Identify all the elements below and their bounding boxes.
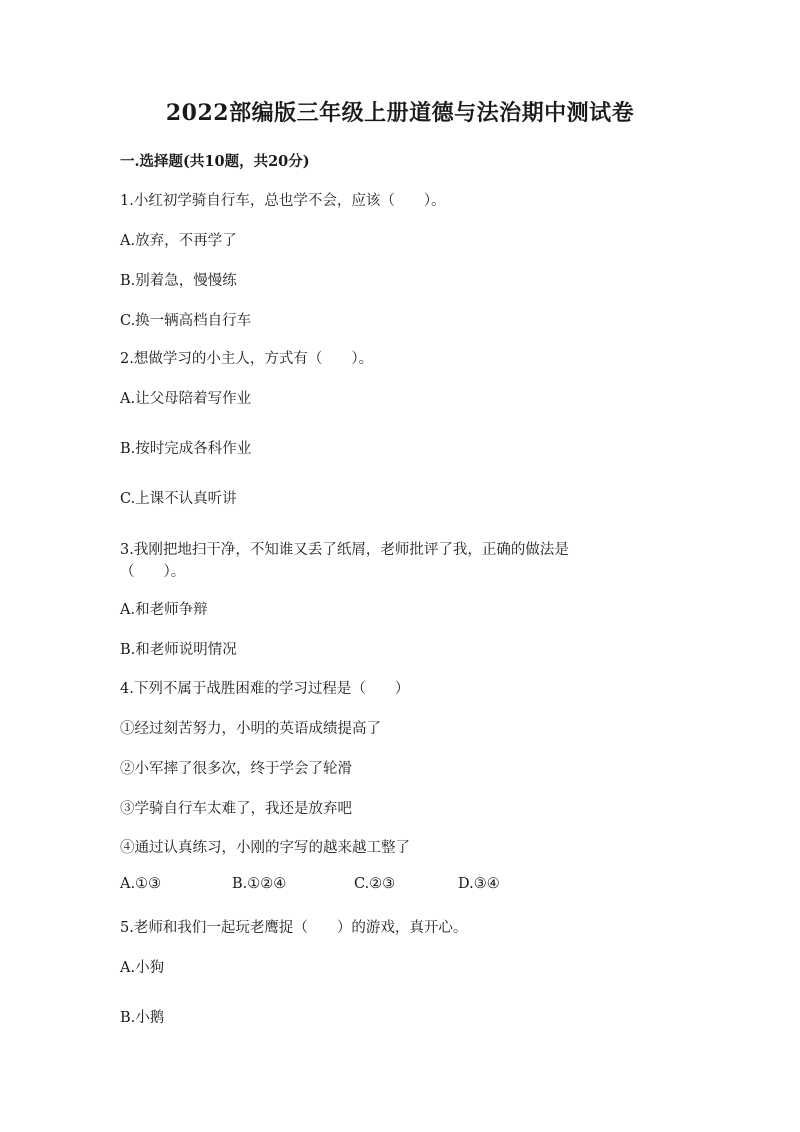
question-5-stem: 5.老师和我们一起玩老鹰捉（ ）的游戏，真开心。 [120,920,468,936]
section-heading: 一.选择题(共10题，共20分) [120,153,310,170]
question-3-option-a: A.和老师争辩 [120,602,208,618]
question-3-stem-line1: 3.我刚把地扫干净，不知谁又丢了纸屑，老师批评了我，正确的做法是 [120,542,569,558]
question-5-option-b: B.小鹅 [120,1010,165,1026]
question-2-option-c: C.上课不认真听讲 [120,491,237,507]
question-5-option-a: A.小狗 [120,960,165,976]
question-2-stem: 2.想做学习的小主人，方式有（ ）。 [120,351,374,367]
question-4-option-b: B.①②④ [232,876,287,892]
question-4-stem: 4.下列不属于战胜困难的学习过程是（ ） [120,681,410,697]
question-2-option-b: B.按时完成各科作业 [120,441,252,457]
question-4-item-2: ②小军摔了很多次，终于学会了轮滑 [120,761,352,777]
question-4-options [120,876,720,896]
question-3-option-b: B.和老师说明情况 [120,642,237,658]
question-4-option-c: C.②③ [354,876,396,892]
question-1-option-c: C.换一辆高档自行车 [120,313,252,329]
question-4-item-1: ①经过刻苦努力，小明的英语成绩提高了 [120,721,381,737]
question-3-stem-line2: （ ）。 [120,564,186,580]
question-4-option-a: A.①③ [120,876,162,892]
question-1-stem: 1.小红初学骑自行车，总也学不会，应该（ ）。 [120,193,446,209]
question-4-item-4: ④通过认真练习，小刚的字写的越来越工整了 [120,840,410,856]
question-1-option-a: A.放弃，不再学了 [120,233,237,249]
page-title: 2022部编版三年级上册道德与法治期中测试卷 [165,100,635,126]
question-1-option-b: B.别着急，慢慢练 [120,273,237,289]
question-4-option-d: D.③④ [458,876,500,892]
question-2-option-a: A.让父母陪着写作业 [120,391,252,407]
question-4-item-3: ③学骑自行车太难了，我还是放弃吧 [120,801,352,817]
